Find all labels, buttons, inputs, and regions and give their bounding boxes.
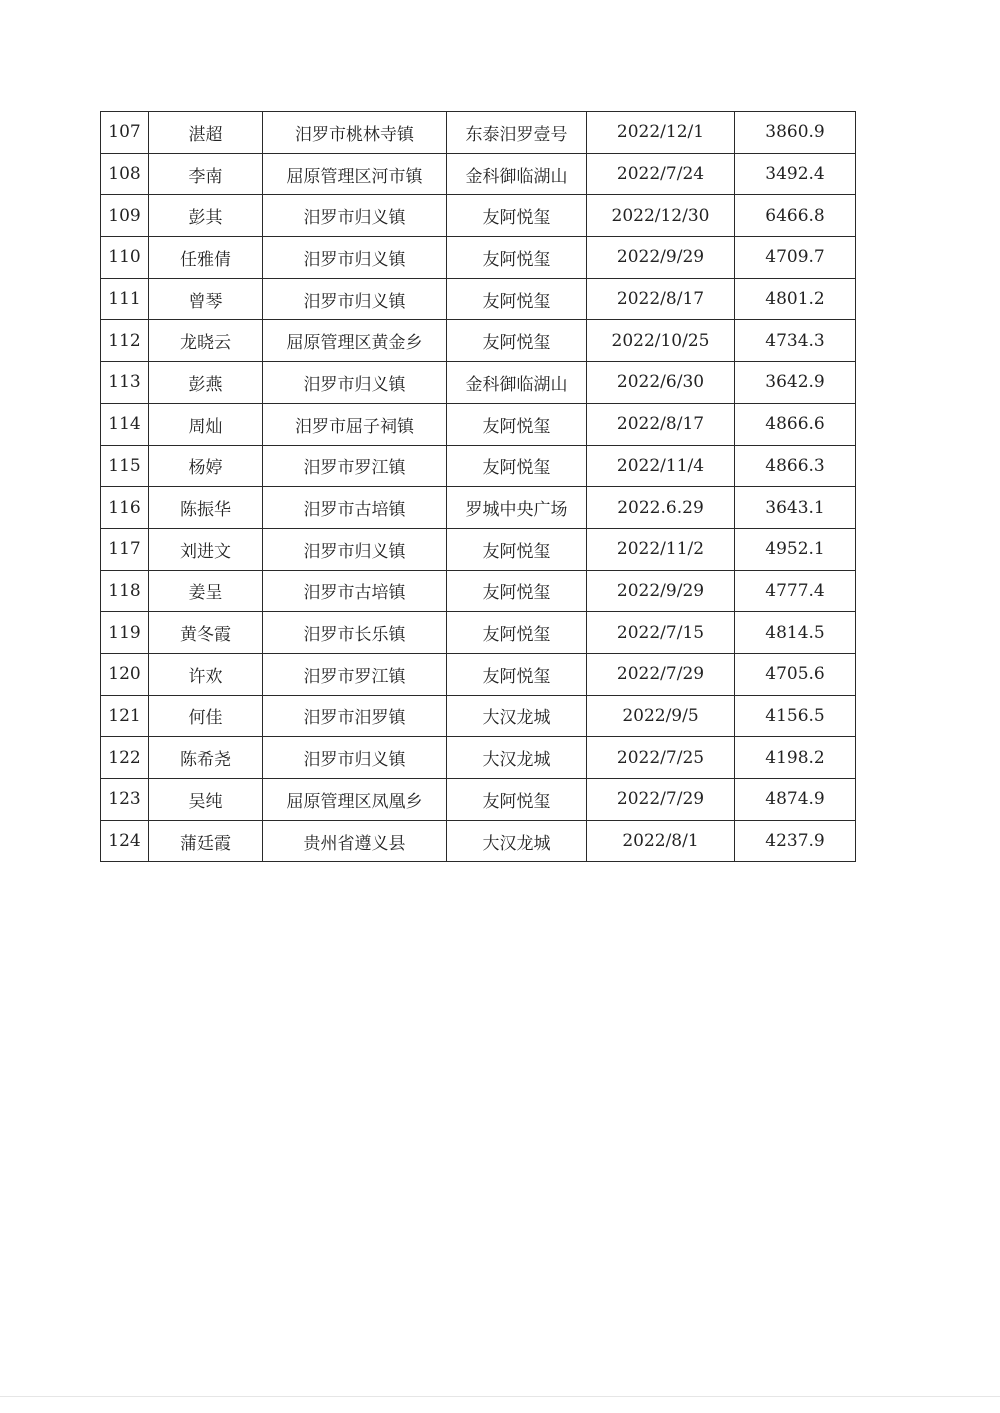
address-cell: 汨罗市归义镇 bbox=[263, 278, 447, 320]
name-cell: 周灿 bbox=[149, 403, 263, 445]
project-cell: 友阿悦玺 bbox=[447, 195, 587, 237]
row-number-cell: 110 bbox=[101, 237, 149, 279]
amount-cell: 4952.1 bbox=[735, 528, 856, 570]
amount-cell: 3642.9 bbox=[735, 362, 856, 404]
table-row bbox=[101, 820, 856, 862]
name-cell: 何佳 bbox=[149, 695, 263, 737]
amount-cell: 4237.9 bbox=[735, 820, 856, 862]
date-cell: 2022/6/30 bbox=[587, 362, 735, 404]
date-cell: 2022/8/1 bbox=[587, 820, 735, 862]
name-cell: 黄冬霞 bbox=[149, 612, 263, 654]
scan-edge-line bbox=[0, 1396, 1000, 1397]
project-cell: 大汉龙城 bbox=[447, 820, 587, 862]
date-cell: 2022.6.29 bbox=[587, 487, 735, 529]
date-cell: 2022/12/1 bbox=[587, 112, 735, 154]
name-cell: 刘进文 bbox=[149, 528, 263, 570]
row-number-cell: 116 bbox=[101, 487, 149, 529]
table-row bbox=[101, 362, 856, 404]
name-cell: 陈希尧 bbox=[149, 737, 263, 779]
amount-cell: 4705.6 bbox=[735, 653, 856, 695]
amount-cell: 4709.7 bbox=[735, 237, 856, 279]
name-cell: 湛超 bbox=[149, 112, 263, 154]
row-number-cell: 117 bbox=[101, 528, 149, 570]
table-row bbox=[101, 153, 856, 195]
project-cell: 友阿悦玺 bbox=[447, 779, 587, 821]
amount-cell: 4156.5 bbox=[735, 695, 856, 737]
row-number-cell: 122 bbox=[101, 737, 149, 779]
date-cell: 2022/8/17 bbox=[587, 403, 735, 445]
address-cell: 汨罗市汨罗镇 bbox=[263, 695, 447, 737]
row-number-cell: 107 bbox=[101, 112, 149, 154]
row-number-cell: 108 bbox=[101, 153, 149, 195]
name-cell: 曾琴 bbox=[149, 278, 263, 320]
name-cell: 彭燕 bbox=[149, 362, 263, 404]
date-cell: 2022/9/29 bbox=[587, 237, 735, 279]
name-cell: 蒲廷霞 bbox=[149, 820, 263, 862]
table-row bbox=[101, 487, 856, 529]
date-cell: 2022/10/25 bbox=[587, 320, 735, 362]
table-row bbox=[101, 779, 856, 821]
amount-cell: 4866.3 bbox=[735, 445, 856, 487]
table-row bbox=[101, 695, 856, 737]
amount-cell: 4198.2 bbox=[735, 737, 856, 779]
row-number-cell: 121 bbox=[101, 695, 149, 737]
address-cell: 汨罗市古培镇 bbox=[263, 570, 447, 612]
address-cell: 屈原管理区河市镇 bbox=[263, 153, 447, 195]
table-row bbox=[101, 528, 856, 570]
project-cell: 友阿悦玺 bbox=[447, 403, 587, 445]
address-cell: 贵州省遵义县 bbox=[263, 820, 447, 862]
address-cell: 汨罗市古培镇 bbox=[263, 487, 447, 529]
project-cell: 东泰汨罗壹号 bbox=[447, 112, 587, 154]
name-cell: 杨婷 bbox=[149, 445, 263, 487]
row-number-cell: 118 bbox=[101, 570, 149, 612]
table-row bbox=[101, 320, 856, 362]
name-cell: 陈振华 bbox=[149, 487, 263, 529]
table-row bbox=[101, 237, 856, 279]
table-row bbox=[101, 195, 856, 237]
project-cell: 友阿悦玺 bbox=[447, 653, 587, 695]
date-cell: 2022/7/29 bbox=[587, 779, 735, 821]
amount-cell: 3860.9 bbox=[735, 112, 856, 154]
project-cell: 大汉龙城 bbox=[447, 695, 587, 737]
amount-cell: 6466.8 bbox=[735, 195, 856, 237]
amount-cell: 4777.4 bbox=[735, 570, 856, 612]
address-cell: 汨罗市桃林寺镇 bbox=[263, 112, 447, 154]
table-row bbox=[101, 278, 856, 320]
name-cell: 龙晓云 bbox=[149, 320, 263, 362]
row-number-cell: 113 bbox=[101, 362, 149, 404]
address-cell: 汨罗市长乐镇 bbox=[263, 612, 447, 654]
amount-cell: 4866.6 bbox=[735, 403, 856, 445]
date-cell: 2022/9/29 bbox=[587, 570, 735, 612]
amount-cell: 4801.2 bbox=[735, 278, 856, 320]
name-cell: 吴纯 bbox=[149, 779, 263, 821]
row-number-cell: 112 bbox=[101, 320, 149, 362]
amount-cell: 4814.5 bbox=[735, 612, 856, 654]
row-number-cell: 114 bbox=[101, 403, 149, 445]
table-row bbox=[101, 445, 856, 487]
address-cell: 汨罗市归义镇 bbox=[263, 528, 447, 570]
project-cell: 友阿悦玺 bbox=[447, 278, 587, 320]
name-cell: 许欢 bbox=[149, 653, 263, 695]
records-table-body bbox=[101, 112, 856, 862]
row-number-cell: 109 bbox=[101, 195, 149, 237]
date-cell: 2022/7/25 bbox=[587, 737, 735, 779]
project-cell: 友阿悦玺 bbox=[447, 237, 587, 279]
address-cell: 汨罗市归义镇 bbox=[263, 237, 447, 279]
table-row bbox=[101, 403, 856, 445]
project-cell: 友阿悦玺 bbox=[447, 612, 587, 654]
project-cell: 金科御临湖山 bbox=[447, 362, 587, 404]
amount-cell: 3492.4 bbox=[735, 153, 856, 195]
records-table bbox=[100, 111, 856, 862]
row-number-cell: 115 bbox=[101, 445, 149, 487]
date-cell: 2022/7/15 bbox=[587, 612, 735, 654]
row-number-cell: 119 bbox=[101, 612, 149, 654]
amount-cell: 4874.9 bbox=[735, 779, 856, 821]
date-cell: 2022/8/17 bbox=[587, 278, 735, 320]
amount-cell: 4734.3 bbox=[735, 320, 856, 362]
address-cell: 汨罗市罗江镇 bbox=[263, 445, 447, 487]
date-cell: 2022/12/30 bbox=[587, 195, 735, 237]
project-cell: 友阿悦玺 bbox=[447, 445, 587, 487]
date-cell: 2022/7/29 bbox=[587, 653, 735, 695]
project-cell: 友阿悦玺 bbox=[447, 528, 587, 570]
address-cell: 屈原管理区黄金乡 bbox=[263, 320, 447, 362]
row-number-cell: 120 bbox=[101, 653, 149, 695]
name-cell: 姜呈 bbox=[149, 570, 263, 612]
date-cell: 2022/11/4 bbox=[587, 445, 735, 487]
date-cell: 2022/7/24 bbox=[587, 153, 735, 195]
date-cell: 2022/11/2 bbox=[587, 528, 735, 570]
address-cell: 汨罗市归义镇 bbox=[263, 195, 447, 237]
table-row bbox=[101, 653, 856, 695]
project-cell: 金科御临湖山 bbox=[447, 153, 587, 195]
address-cell: 汨罗市屈子祠镇 bbox=[263, 403, 447, 445]
table-row bbox=[101, 570, 856, 612]
project-cell: 友阿悦玺 bbox=[447, 320, 587, 362]
address-cell: 汨罗市归义镇 bbox=[263, 362, 447, 404]
amount-cell: 3643.1 bbox=[735, 487, 856, 529]
project-cell: 大汉龙城 bbox=[447, 737, 587, 779]
address-cell: 汨罗市归义镇 bbox=[263, 737, 447, 779]
address-cell: 汨罗市罗江镇 bbox=[263, 653, 447, 695]
name-cell: 彭其 bbox=[149, 195, 263, 237]
address-cell: 屈原管理区凤凰乡 bbox=[263, 779, 447, 821]
row-number-cell: 111 bbox=[101, 278, 149, 320]
project-cell: 友阿悦玺 bbox=[447, 570, 587, 612]
name-cell: 李南 bbox=[149, 153, 263, 195]
name-cell: 任雅倩 bbox=[149, 237, 263, 279]
table-row bbox=[101, 612, 856, 654]
table-row bbox=[101, 112, 856, 154]
date-cell: 2022/9/5 bbox=[587, 695, 735, 737]
project-cell: 罗城中央广场 bbox=[447, 487, 587, 529]
row-number-cell: 123 bbox=[101, 779, 149, 821]
row-number-cell: 124 bbox=[101, 820, 149, 862]
table-row bbox=[101, 737, 856, 779]
